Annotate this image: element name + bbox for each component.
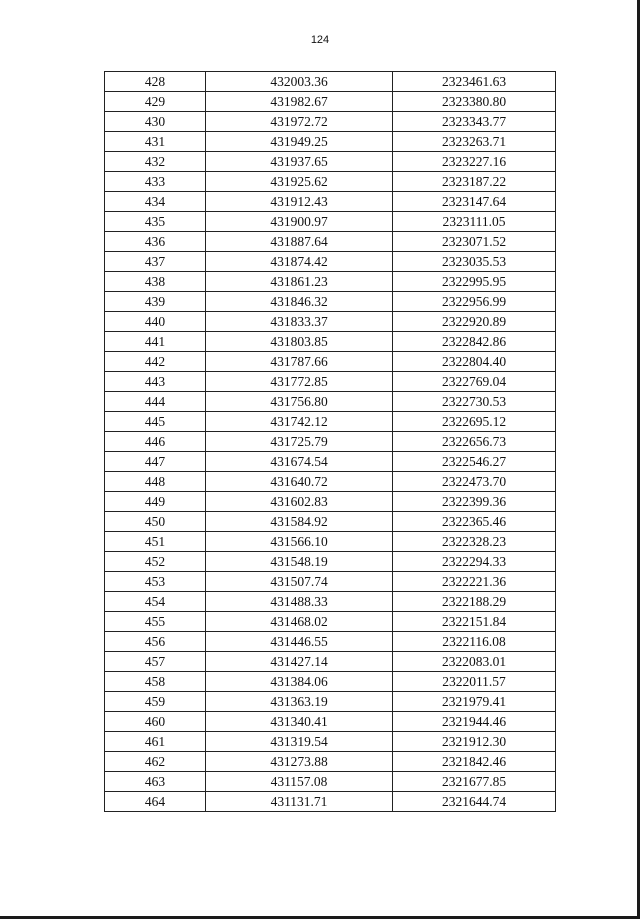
y-coordinate-cell: 2322328.23 [393, 532, 556, 552]
table-row [105, 132, 556, 152]
table-row [105, 332, 556, 352]
table-row [105, 732, 556, 752]
x-coordinate-cell: 431756.80 [206, 392, 393, 412]
table-row [105, 792, 556, 812]
point-number-cell: 456 [105, 632, 206, 652]
x-coordinate-cell: 431507.74 [206, 572, 393, 592]
point-number-cell: 451 [105, 532, 206, 552]
point-number-cell: 453 [105, 572, 206, 592]
x-coordinate-cell: 431640.72 [206, 472, 393, 492]
x-coordinate-cell: 431912.43 [206, 192, 393, 212]
x-coordinate-cell: 431363.19 [206, 692, 393, 712]
point-number-cell: 433 [105, 172, 206, 192]
y-coordinate-cell: 2322011.57 [393, 672, 556, 692]
table-row [105, 632, 556, 652]
table-row [105, 772, 556, 792]
table-row [105, 692, 556, 712]
point-number-cell: 457 [105, 652, 206, 672]
x-coordinate-cell: 431925.62 [206, 172, 393, 192]
point-number-cell: 431 [105, 132, 206, 152]
table-row [105, 372, 556, 392]
point-number-cell: 446 [105, 432, 206, 452]
table-row [105, 232, 556, 252]
x-coordinate-cell: 431602.83 [206, 492, 393, 512]
table-row [105, 272, 556, 292]
point-number-cell: 440 [105, 312, 206, 332]
point-number-cell: 459 [105, 692, 206, 712]
table-row [105, 292, 556, 312]
x-coordinate-cell: 431384.06 [206, 672, 393, 692]
x-coordinate-cell: 431674.54 [206, 452, 393, 472]
table-row [105, 112, 556, 132]
table-row [105, 672, 556, 692]
y-coordinate-cell: 2322695.12 [393, 412, 556, 432]
y-coordinate-cell: 2322399.36 [393, 492, 556, 512]
table-row [105, 412, 556, 432]
x-coordinate-cell: 431833.37 [206, 312, 393, 332]
y-coordinate-cell: 2322804.40 [393, 352, 556, 372]
x-coordinate-cell: 431887.64 [206, 232, 393, 252]
y-coordinate-cell: 2323380.80 [393, 92, 556, 112]
x-coordinate-cell: 431446.55 [206, 632, 393, 652]
y-coordinate-cell: 2323187.22 [393, 172, 556, 192]
point-number-cell: 454 [105, 592, 206, 612]
point-number-cell: 444 [105, 392, 206, 412]
table-row [105, 432, 556, 452]
point-number-cell: 458 [105, 672, 206, 692]
x-coordinate-cell: 431861.23 [206, 272, 393, 292]
y-coordinate-cell: 2323263.71 [393, 132, 556, 152]
y-coordinate-cell: 2321979.41 [393, 692, 556, 712]
y-coordinate-cell: 2322294.33 [393, 552, 556, 572]
point-number-cell: 432 [105, 152, 206, 172]
table-row [105, 752, 556, 772]
y-coordinate-cell: 2321912.30 [393, 732, 556, 752]
x-coordinate-cell: 431319.54 [206, 732, 393, 752]
point-number-cell: 455 [105, 612, 206, 632]
y-coordinate-cell: 2323343.77 [393, 112, 556, 132]
table-row [105, 512, 556, 532]
x-coordinate-cell: 431131.71 [206, 792, 393, 812]
table-row [105, 532, 556, 552]
y-coordinate-cell: 2322995.95 [393, 272, 556, 292]
x-coordinate-cell: 431548.19 [206, 552, 393, 572]
table-row [105, 652, 556, 672]
x-coordinate-cell: 431742.12 [206, 412, 393, 432]
y-coordinate-cell: 2322188.29 [393, 592, 556, 612]
coordinate-table-body [105, 72, 556, 812]
x-coordinate-cell: 431803.85 [206, 332, 393, 352]
point-number-cell: 436 [105, 232, 206, 252]
y-coordinate-cell: 2322473.70 [393, 472, 556, 492]
page-number: 124 [310, 34, 330, 46]
table-row [105, 152, 556, 172]
y-coordinate-cell: 2323147.64 [393, 192, 556, 212]
point-number-cell: 429 [105, 92, 206, 112]
x-coordinate-cell: 431787.66 [206, 352, 393, 372]
point-number-cell: 449 [105, 492, 206, 512]
point-number-cell: 463 [105, 772, 206, 792]
table-row [105, 352, 556, 372]
x-coordinate-cell: 431949.25 [206, 132, 393, 152]
point-number-cell: 450 [105, 512, 206, 532]
point-number-cell: 461 [105, 732, 206, 752]
table-row [105, 552, 556, 572]
table-row [105, 192, 556, 212]
x-coordinate-cell: 431427.14 [206, 652, 393, 672]
y-coordinate-cell: 2322221.36 [393, 572, 556, 592]
x-coordinate-cell: 431340.41 [206, 712, 393, 732]
table-row [105, 472, 556, 492]
x-coordinate-cell: 431566.10 [206, 532, 393, 552]
table-row [105, 712, 556, 732]
y-coordinate-cell: 2323071.52 [393, 232, 556, 252]
table-row [105, 392, 556, 412]
y-coordinate-cell: 2321842.46 [393, 752, 556, 772]
table-row [105, 172, 556, 192]
x-coordinate-cell: 431972.72 [206, 112, 393, 132]
y-coordinate-cell: 2321944.46 [393, 712, 556, 732]
point-number-cell: 443 [105, 372, 206, 392]
y-coordinate-cell: 2322956.99 [393, 292, 556, 312]
y-coordinate-cell: 2322546.27 [393, 452, 556, 472]
point-number-cell: 430 [105, 112, 206, 132]
table-row [105, 492, 556, 512]
point-number-cell: 464 [105, 792, 206, 812]
table-row [105, 592, 556, 612]
table-row [105, 92, 556, 112]
coordinate-table [104, 71, 556, 812]
point-number-cell: 438 [105, 272, 206, 292]
x-coordinate-cell: 431846.32 [206, 292, 393, 312]
x-coordinate-cell: 432003.36 [206, 72, 393, 92]
x-coordinate-cell: 431468.02 [206, 612, 393, 632]
point-number-cell: 452 [105, 552, 206, 572]
x-coordinate-cell: 431772.85 [206, 372, 393, 392]
point-number-cell: 434 [105, 192, 206, 212]
y-coordinate-cell: 2323227.16 [393, 152, 556, 172]
y-coordinate-cell: 2323111.05 [393, 212, 556, 232]
x-coordinate-cell: 431488.33 [206, 592, 393, 612]
y-coordinate-cell: 2323035.53 [393, 252, 556, 272]
y-coordinate-cell: 2322116.08 [393, 632, 556, 652]
point-number-cell: 437 [105, 252, 206, 272]
y-coordinate-cell: 2322151.84 [393, 612, 556, 632]
table-row [105, 572, 556, 592]
x-coordinate-cell: 431273.88 [206, 752, 393, 772]
point-number-cell: 441 [105, 332, 206, 352]
y-coordinate-cell: 2322083.01 [393, 652, 556, 672]
y-coordinate-cell: 2322920.89 [393, 312, 556, 332]
y-coordinate-cell: 2322656.73 [393, 432, 556, 452]
x-coordinate-cell: 431937.65 [206, 152, 393, 172]
table-row [105, 252, 556, 272]
point-number-cell: 442 [105, 352, 206, 372]
x-coordinate-cell: 431584.92 [206, 512, 393, 532]
y-coordinate-cell: 2321677.85 [393, 772, 556, 792]
x-coordinate-cell: 431157.08 [206, 772, 393, 792]
point-number-cell: 428 [105, 72, 206, 92]
table-row [105, 212, 556, 232]
point-number-cell: 447 [105, 452, 206, 472]
y-coordinate-cell: 2322365.46 [393, 512, 556, 532]
y-coordinate-cell: 2322842.86 [393, 332, 556, 352]
y-coordinate-cell: 2321644.74 [393, 792, 556, 812]
table-row [105, 452, 556, 472]
point-number-cell: 445 [105, 412, 206, 432]
point-number-cell: 462 [105, 752, 206, 772]
table-row [105, 612, 556, 632]
x-coordinate-cell: 431900.97 [206, 212, 393, 232]
point-number-cell: 435 [105, 212, 206, 232]
y-coordinate-cell: 2322730.53 [393, 392, 556, 412]
point-number-cell: 460 [105, 712, 206, 732]
point-number-cell: 448 [105, 472, 206, 492]
y-coordinate-cell: 2322769.04 [393, 372, 556, 392]
point-number-cell: 439 [105, 292, 206, 312]
table-row [105, 72, 556, 92]
table-row [105, 312, 556, 332]
x-coordinate-cell: 431874.42 [206, 252, 393, 272]
y-coordinate-cell: 2323461.63 [393, 72, 556, 92]
x-coordinate-cell: 431982.67 [206, 92, 393, 112]
x-coordinate-cell: 431725.79 [206, 432, 393, 452]
